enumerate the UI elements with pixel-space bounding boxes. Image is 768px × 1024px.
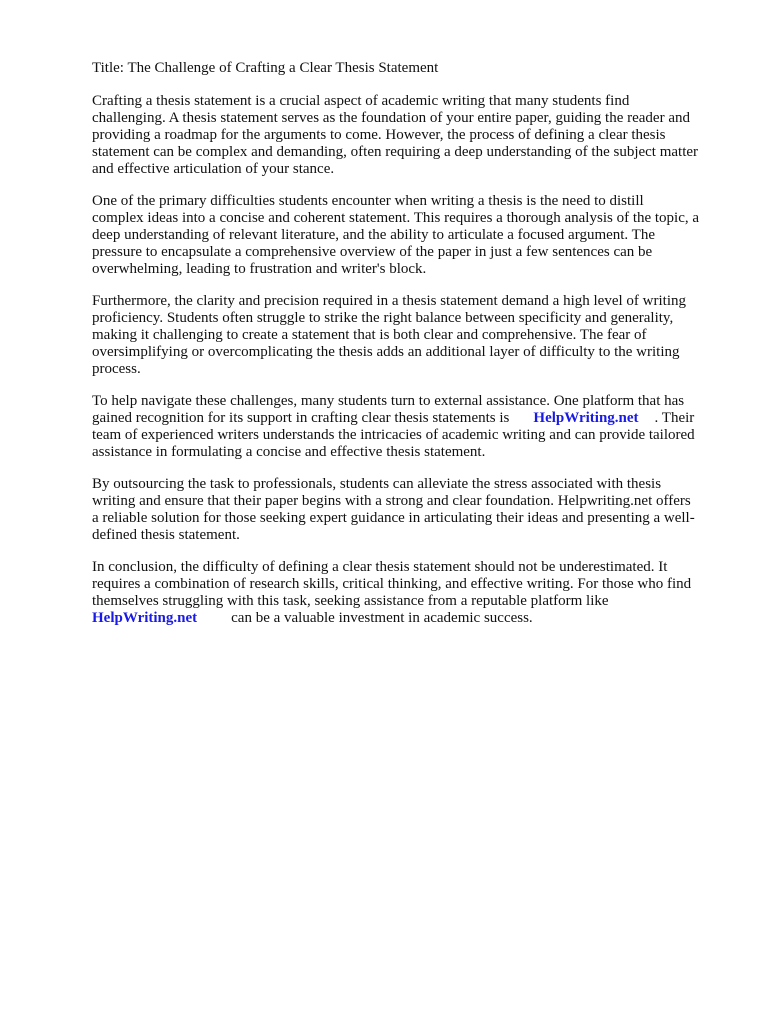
paragraph-line-with-link: [92, 410, 728, 427]
paragraph-line: providing a roadmap for the arguments to come. However, the process of defining a clear thesis: [92, 127, 666, 143]
paragraph-line: team of experienced writers understands the intricacies of academic writing and can provide tailored: [92, 427, 695, 443]
paragraph-line: proficiency. Students often struggle to strike the right balance between specificity and generality,: [92, 310, 674, 326]
paragraph-3: [92, 293, 728, 378]
paragraph-line: oversimplifying or overcomplicating the thesis adds an additional layer of difficulty to the writing: [92, 344, 680, 360]
paragraph-line: and effective articulation of your stance.: [92, 161, 335, 177]
document-page: [92, 60, 728, 642]
paragraph-line: defined thesis statement.: [92, 527, 240, 543]
paragraph-line: By outsourcing the task to professionals, students can alleviate the stress associated with thesis: [92, 476, 662, 492]
paragraph-line: challenging. A thesis statement serves as the foundation of your entire paper, guiding the reader and: [92, 110, 690, 126]
paragraph-text: . Their: [654, 410, 695, 426]
paragraph-line: Crafting a thesis statement is a crucial aspect of academic writing that many students find: [92, 93, 630, 109]
paragraph-2: [92, 193, 728, 278]
paragraph-line: assistance in formulating a concise and effective thesis statement.: [92, 444, 486, 460]
paragraph-line: process.: [92, 361, 141, 377]
helpwriting-link[interactable]: HelpWriting.net: [533, 410, 639, 426]
helpwriting-link[interactable]: HelpWriting.net: [92, 610, 198, 626]
paragraph-line: One of the primary difficulties students encounter when writing a thesis is the need to distill: [92, 193, 644, 209]
paragraph-line: complex ideas into a concise and coherent statement. This requires a thorough analysis of the topic, a: [92, 210, 700, 226]
paragraph-line: requires a combination of research skills, critical thinking, and effective writing. For those who find: [92, 576, 692, 592]
paragraph-4: [92, 393, 728, 461]
paragraph-line: To help navigate these challenges, many students turn to external assistance. One platform that has: [92, 393, 685, 409]
paragraph-line: deep understanding of relevant literature, and the ability to articulate a focused argument. The: [92, 227, 655, 243]
paragraph-1: [92, 93, 728, 178]
paragraph-line: overwhelming, leading to frustration and writer's block.: [92, 261, 427, 277]
paragraph-text: can be a valuable investment in academic success.: [231, 610, 533, 626]
paragraph-line: pressure to encapsulate a comprehensive overview of the paper in just a few sentences can be: [92, 244, 653, 260]
paragraph-line: statement can be complex and demanding, often requiring a deep understanding of the subject matter: [92, 144, 699, 160]
paragraph-line: themselves struggling with this task, seeking assistance from a reputable platform like: [92, 593, 609, 609]
paragraph-text: gained recognition for its support in crafting clear thesis statements is: [92, 410, 510, 426]
paragraph-6: [92, 559, 728, 627]
paragraph-line-with-link: [92, 610, 728, 627]
paragraph-line: a reliable solution for those seeking expert guidance in articulating their ideas and presenting a well-: [92, 510, 695, 526]
paragraph-5: [92, 476, 728, 544]
document-title: Title: The Challenge of Crafting a Clear Thesis Statement: [92, 60, 439, 76]
paragraph-line: making it challenging to create a statement that is both clear and comprehensive. The fear of: [92, 327, 647, 343]
paragraph-line: writing and ensure that their paper begins with a strong and clear foundation. Helpwriting.net offers: [92, 493, 691, 509]
paragraph-line: In conclusion, the difficulty of defining a clear thesis statement should not be underestimated. It: [92, 559, 668, 575]
paragraph-line: Furthermore, the clarity and precision required in a thesis statement demand a high level of writing: [92, 293, 686, 309]
